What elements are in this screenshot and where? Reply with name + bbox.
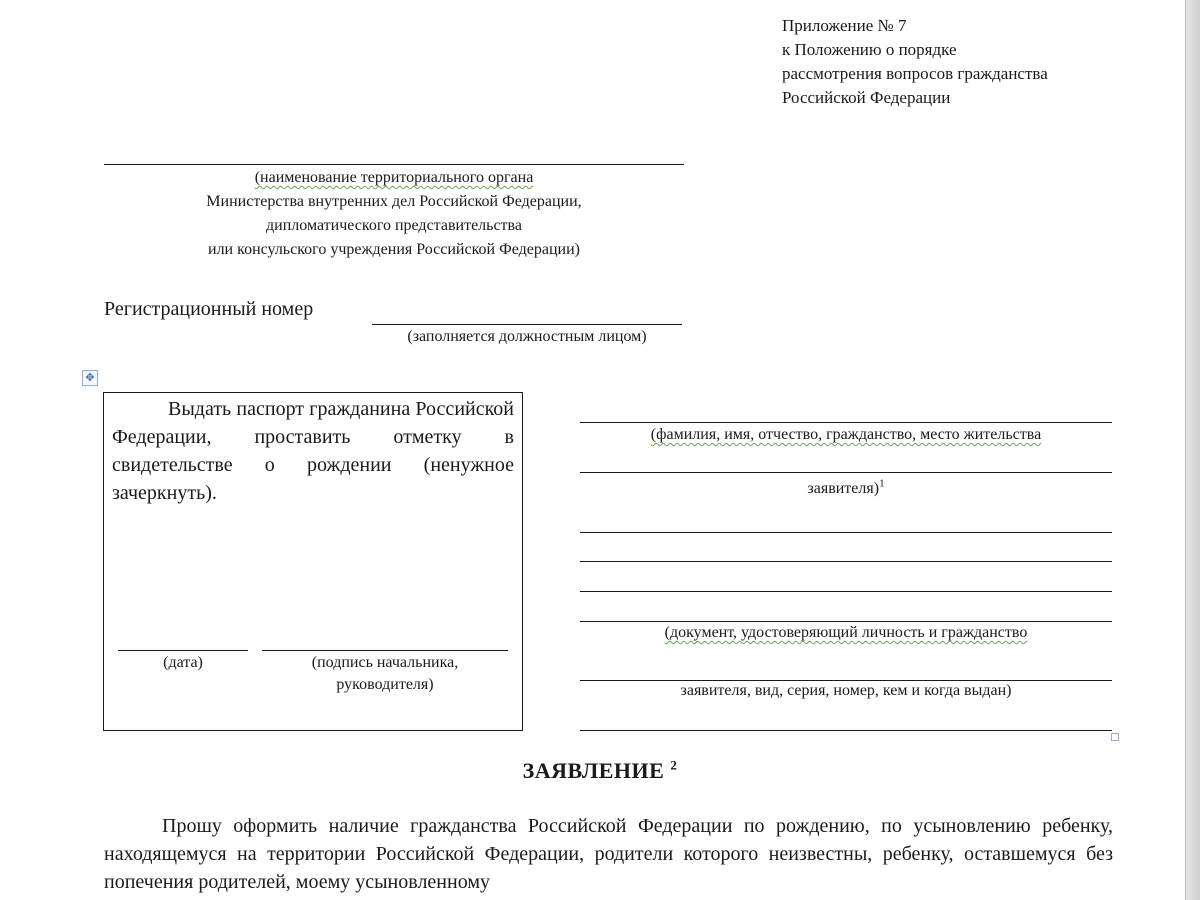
document-line[interactable] [580, 621, 1112, 622]
applicant-line[interactable] [580, 472, 1112, 473]
document-caption: (документ, удостоверяющий личность и гражданство [664, 624, 1028, 641]
resolution-text: Выдать паспорт гражданина Российской Федерации, проставить отметку в свидетельстве о рождении (ненужное зачеркнуть). [112, 398, 514, 504]
applicant-line[interactable] [580, 422, 1112, 423]
authority-name-line[interactable] [104, 164, 684, 165]
document-title [0, 758, 1200, 784]
title-text: ЗАЯВЛЕНИЕ [522, 758, 665, 783]
table-resize-icon[interactable] [1111, 733, 1119, 741]
applicant-line[interactable] [580, 532, 1112, 533]
signature-caption-line: (подпись начальника, [311, 654, 459, 671]
signature-caption [262, 652, 508, 696]
registration-number-label: Регистрационный номер [104, 298, 314, 320]
authority-caption-line: (наименование территориального органа [254, 169, 534, 186]
appendix-line: к Положению о порядке [782, 40, 957, 59]
signature-line[interactable] [262, 650, 508, 651]
document-line[interactable] [580, 730, 1112, 731]
registration-number-hint: (заполняется должностным лицом) [407, 328, 647, 345]
statement-body: Прошу оформить наличие гражданства Российской Федерации по рождению, по усыновлению ребенку, находящемуся на территории Российской Федерации, родители которого неизвестны, ребенку, оставшемуся без попечения родителей, моему усыновленному [104, 815, 1113, 893]
appendix-header [782, 14, 1048, 110]
applicant-caption-2 [580, 477, 1112, 498]
appendix-line: Приложение № 7 [782, 16, 907, 35]
table-move-icon[interactable]: ✥ [82, 370, 98, 386]
applicant-caption: (фамилия, имя, отчество, гражданство, место жительства [650, 426, 1042, 443]
footnote-mark: 1 [879, 477, 885, 490]
signature-caption-line: руководителя) [336, 676, 434, 693]
registration-number-line[interactable] [372, 324, 682, 325]
appendix-line: Российской Федерации [782, 88, 951, 107]
authority-caption-line: Министерства внутренних дел Российской Федерации, [206, 193, 582, 210]
document-line[interactable] [580, 680, 1112, 681]
applicant-line[interactable] [580, 591, 1112, 592]
title-footnote-mark: 2 [670, 757, 678, 773]
authority-caption-line: дипломатического представительства [266, 217, 522, 234]
date-line[interactable] [118, 650, 248, 651]
appendix-line: рассмотрения вопросов гражданства [782, 64, 1048, 83]
document-caption-2: заявителя, вид, серия, номер, кем и когда выдан) [680, 682, 1012, 699]
date-caption: (дата) [163, 654, 203, 671]
applicant-line[interactable] [580, 561, 1112, 562]
authority-caption [104, 166, 684, 262]
authority-caption-line: или консульского учреждения Российской Федерации) [208, 241, 580, 258]
applicant-caption-text: заявителя) [807, 480, 880, 497]
